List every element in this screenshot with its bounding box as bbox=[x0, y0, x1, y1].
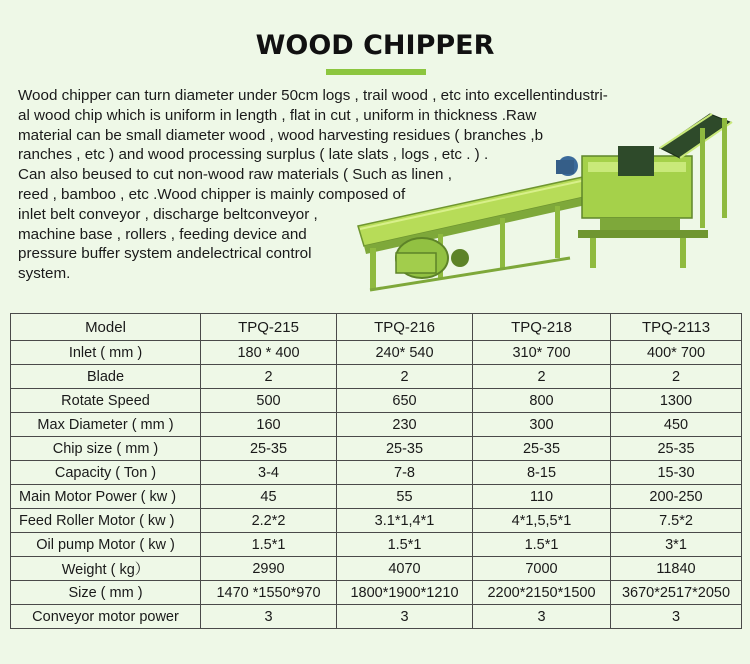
table-row bbox=[11, 413, 742, 437]
wood-chipper-machine-image bbox=[350, 108, 750, 293]
table-cell: 1.5*1 bbox=[337, 533, 473, 557]
table-cell: 240* 540 bbox=[337, 341, 473, 365]
table-cell: 1470 *1550*970 bbox=[201, 581, 337, 605]
row-label-cell: Capacity ( Ton ) bbox=[11, 461, 201, 485]
description-line: al wood chip which is uniform in length , flat in cut , uniform in thickness .Raw bbox=[18, 106, 537, 124]
table-cell: 8-15 bbox=[473, 461, 611, 485]
table-row bbox=[11, 485, 742, 509]
table-cell: 3 bbox=[611, 605, 742, 629]
table-row bbox=[11, 437, 742, 461]
table-cell: 25-35 bbox=[611, 437, 742, 461]
table-cell: 3.1*1,4*1 bbox=[337, 509, 473, 533]
table-row bbox=[11, 365, 742, 389]
table-cell: 200-250 bbox=[611, 485, 742, 509]
description-line: system. bbox=[18, 265, 71, 283]
table-cell: 1.5*1 bbox=[201, 533, 337, 557]
table-cell: 7-8 bbox=[337, 461, 473, 485]
table-cell: 2.2*2 bbox=[201, 509, 337, 533]
row-label-cell: Main Motor Power ( kw ) bbox=[11, 485, 201, 509]
table-cell: 2 bbox=[201, 365, 337, 389]
header-cell: TPQ-2113 bbox=[611, 314, 742, 341]
table-header-row bbox=[11, 314, 742, 341]
description-line: material can be small diameter wood , wood harvesting residues ( branches ,b bbox=[18, 126, 544, 144]
table-row bbox=[11, 341, 742, 365]
row-label-cell: Chip size ( mm ) bbox=[11, 437, 201, 461]
table-cell: 3 bbox=[473, 605, 611, 629]
row-label-cell: Feed Roller Motor ( kw ) bbox=[11, 509, 201, 533]
table-row bbox=[11, 557, 742, 581]
table-cell: 2200*2150*1500 bbox=[473, 581, 611, 605]
table-cell: 11840 bbox=[611, 557, 742, 581]
title-underline bbox=[326, 69, 426, 75]
table-cell: 45 bbox=[201, 485, 337, 509]
table-cell: 180 * 400 bbox=[201, 341, 337, 365]
row-label-cell: Conveyor motor power bbox=[11, 605, 201, 629]
table-cell: 25-35 bbox=[201, 437, 337, 461]
description-line: ranches , etc ) and wood processing surplus ( late slats , logs , etc . ) . bbox=[18, 146, 489, 164]
header-cell: Model bbox=[11, 314, 201, 341]
table-cell: 650 bbox=[337, 389, 473, 413]
table-row bbox=[11, 581, 742, 605]
table-cell: 2 bbox=[473, 365, 611, 389]
description-line: inlet belt conveyor , discharge beltconveyor , bbox=[18, 205, 318, 223]
row-label-cell: Max Diameter ( mm ) bbox=[11, 413, 201, 437]
table-cell: 450 bbox=[611, 413, 742, 437]
table-cell: 160 bbox=[201, 413, 337, 437]
description-line: Can also beused to cut non-wood raw materials ( Such as linen , bbox=[18, 166, 452, 184]
table-row bbox=[11, 461, 742, 485]
row-label-cell: Weight ( kg） bbox=[11, 557, 201, 581]
table-cell: 3670*2517*2050 bbox=[611, 581, 742, 605]
table-cell: 1800*1900*1210 bbox=[337, 581, 473, 605]
table-cell: 400* 700 bbox=[611, 341, 742, 365]
table-cell: 4*1,5,5*1 bbox=[473, 509, 611, 533]
table-cell: 310* 700 bbox=[473, 341, 611, 365]
table-cell: 230 bbox=[337, 413, 473, 437]
table-cell: 1.5*1 bbox=[473, 533, 611, 557]
row-label-cell: Size ( mm ) bbox=[11, 581, 201, 605]
header-cell: TPQ-215 bbox=[201, 314, 337, 341]
row-label-cell: Rotate Speed bbox=[11, 389, 201, 413]
header-cell: TPQ-216 bbox=[337, 314, 473, 341]
table-cell: 110 bbox=[473, 485, 611, 509]
table-cell: 2990 bbox=[201, 557, 337, 581]
page-title: WOOD CHIPPER bbox=[255, 30, 495, 61]
description-line: reed , bamboo , etc .Wood chipper is mainly composed of bbox=[18, 185, 406, 203]
table-row bbox=[11, 533, 742, 557]
table-cell: 3*1 bbox=[611, 533, 742, 557]
table-cell: 7.5*2 bbox=[611, 509, 742, 533]
table-cell: 25-35 bbox=[337, 437, 473, 461]
specification-table bbox=[10, 313, 742, 629]
table-cell: 2 bbox=[611, 365, 742, 389]
row-label-cell: Blade bbox=[11, 365, 201, 389]
description-line: Wood chipper can turn diameter under 50cm logs , trail wood , etc into excellentindustri- bbox=[18, 87, 608, 104]
table-cell: 15-30 bbox=[611, 461, 742, 485]
table-cell: 3 bbox=[337, 605, 473, 629]
description-line: machine base , rollers , feeding device and bbox=[18, 225, 307, 243]
table-cell: 7000 bbox=[473, 557, 611, 581]
table-row bbox=[11, 605, 742, 629]
table-cell: 3 bbox=[201, 605, 337, 629]
description-line: pressure buffer system andelectrical control bbox=[18, 245, 312, 263]
table-cell: 300 bbox=[473, 413, 611, 437]
table-row bbox=[11, 389, 742, 413]
table-cell: 1300 bbox=[611, 389, 742, 413]
table-cell: 3-4 bbox=[201, 461, 337, 485]
header-cell: TPQ-218 bbox=[473, 314, 611, 341]
table-cell: 55 bbox=[337, 485, 473, 509]
table-cell: 500 bbox=[201, 389, 337, 413]
table-cell: 4070 bbox=[337, 557, 473, 581]
table-cell: 2 bbox=[337, 365, 473, 389]
table-row bbox=[11, 509, 742, 533]
row-label-cell: Oil pump Motor ( kw ) bbox=[11, 533, 201, 557]
table-cell: 25-35 bbox=[473, 437, 611, 461]
row-label-cell: Inlet ( mm ) bbox=[11, 341, 201, 365]
table-cell: 800 bbox=[473, 389, 611, 413]
